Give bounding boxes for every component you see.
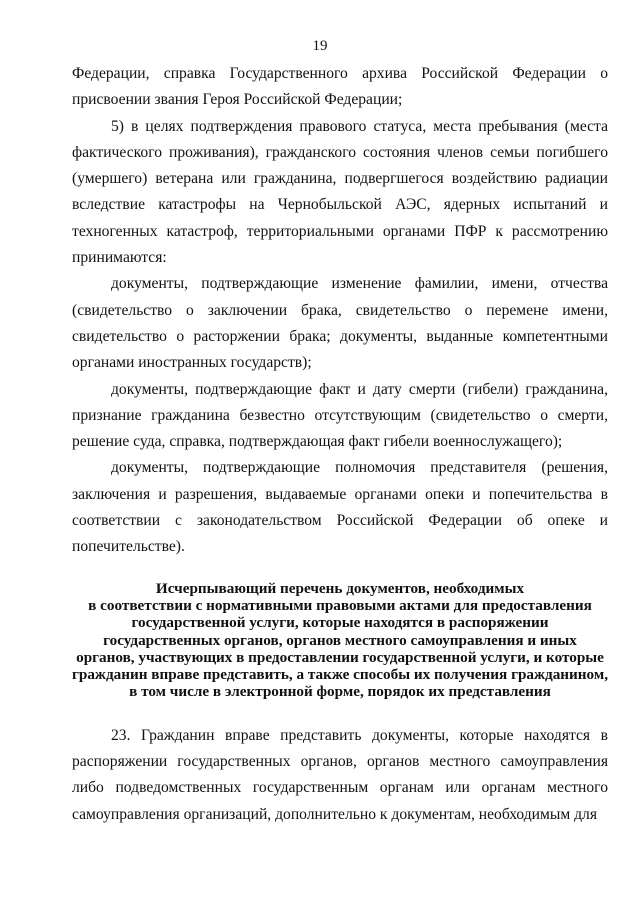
- heading-line: в том числе в электронной форме, порядок их представления: [129, 683, 551, 701]
- heading-line: государственных органов, органов местного самоуправления и иных: [103, 631, 577, 649]
- paragraph-death-documents: документы, подтверждающие факт и дату смерти (гибели) гражданина, признание гражданина безвестно отсутствующим (свидетельство о смерти, решение суда, справка, подтверждающая факт гибели военнослужащего);: [72, 380, 608, 451]
- paragraph-item-23: 23. Гражданин вправе представить документы, которые находятся в распоряжении государственных органов, органов местного самоуправления либо подведомственных государственным органам или органам местного самоуправления организаций, дополнительно к документам, необходимым для: [72, 726, 608, 823]
- heading-line: органов, участвующих в предоставлении государственной услуги, и которые: [76, 648, 604, 666]
- heading-line: гражданин вправе представить, а также способы их получения гражданином,: [72, 666, 608, 684]
- page-number: 19: [312, 38, 328, 54]
- paragraph-item-5: 5) в целях подтверждения правового статуса, места пребывания (места фактического проживания), гражданского состояния членов семьи погибшего (умершего) ветерана или гражданина, подвергшегося воздействию радиации вследствие катастрофы на Чернобыльской АЭС, ядерных испытаний и техногенных катастроф, территориальными органами ПФР к рассмотрению принимаются:: [72, 117, 608, 267]
- paragraph-name-change-documents: документы, подтверждающие изменение фамилии, имени, отчества (свидетельство о заключении брака, свидетельство о перемене имени, свидетельство о расторжении брака; документы, выданные компетентными органами иностранных государств);: [72, 275, 608, 372]
- heading-line: Исчерпывающий перечень документов, необходимых: [155, 579, 525, 597]
- heading-line: государственной услуги, которые находятся в распоряжении: [131, 614, 549, 632]
- heading-line: в соответствии с нормативными правовыми актами для предоставления: [88, 596, 592, 614]
- section-heading: [72, 580, 608, 701]
- spacer: [72, 701, 608, 723]
- paragraph-representative-documents: документы, подтверждающие полномочия представителя (решения, заключения и разрешения, выдаваемые органами опеки и попечительства в соответствии с законодательством Российской Федерации об опеке и попечительстве).: [72, 459, 608, 556]
- paragraph-continuation: Федерации, справка Государственного архива Российской Федерации о присвоении звания Героя Российской Федерации;: [72, 65, 608, 109]
- document-body: [72, 61, 608, 828]
